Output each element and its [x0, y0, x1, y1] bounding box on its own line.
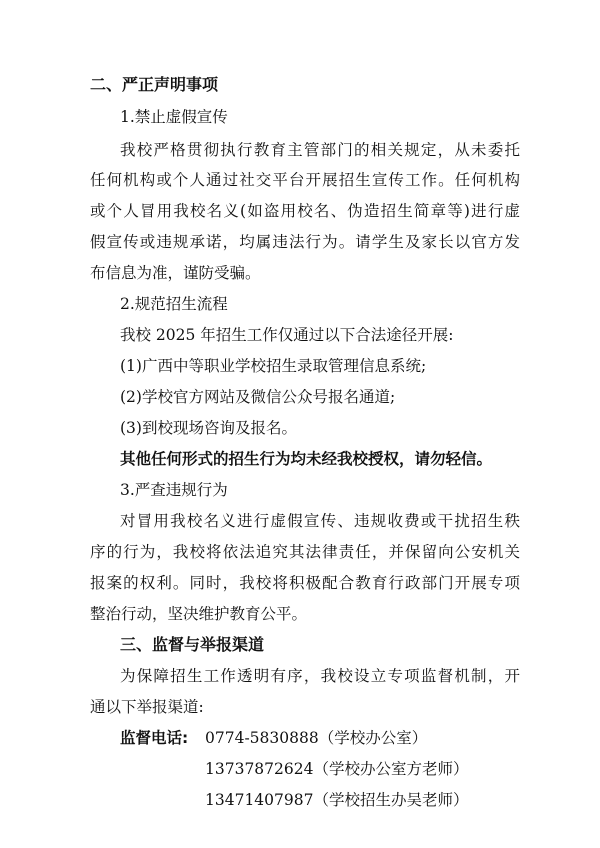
hotline-label: 监督电话: [120, 729, 189, 747]
hotline-1: 0774-5830888（学校办公室） [205, 729, 428, 747]
item-3-line-2: 序的行为，我校将依法追究其法律责任，并保留向公安机关 [90, 543, 520, 561]
item-1-line-3: 或个人冒用我校名义(如盗用校名、伪造招生简章等)进行虚 [90, 202, 520, 220]
item-3-title: 3.严查违规行为 [120, 481, 228, 499]
section-3-heading: 三、监督与举报渠道 [120, 635, 265, 654]
channel-2: (2)学校官方网站及微信公众号报名通道; [120, 388, 396, 406]
section-3-line-1: 为保障招生工作透明有序，我校设立专项监督机制，开 [120, 667, 520, 685]
warning-text: 其他任何形式的招生行为均未经我校授权，请勿轻信。 [120, 450, 493, 468]
channel-1: (1)广西中等职业学校招生录取管理信息系统; [120, 357, 427, 375]
section-2-heading: 二、严正声明事项 [90, 75, 219, 94]
hotline-3: 13471407987（学校招生办吴老师） [205, 791, 469, 809]
item-2-intro: 我校 2025 年招生工作仅通过以下合法途径开展: [120, 326, 454, 344]
item-1-line-2: 任何机构或个人通过社交平台开展招生宣传工作。任何机构 [90, 171, 520, 189]
item-3-line-3: 报案的权利。同时，我校将积极配合教育行政部门开展专项 [90, 574, 520, 592]
item-3-line-1: 对冒用我校名义进行虚假宣传、违规收费或干扰招生秩 [120, 512, 520, 530]
item-3-line-4: 整治行动，坚决维护教育公平。 [90, 605, 308, 623]
channel-3: (3)到校现场咨询及报名。 [120, 419, 297, 437]
item-2-title: 2.规范招生流程 [120, 295, 228, 313]
hotline-2: 13737872624（学校办公室方老师） [205, 760, 469, 778]
item-1-title: 1.禁止虚假宣传 [120, 108, 228, 126]
item-1-line-1: 我校严格贯彻执行教育主管部门的相关规定，从未委托 [120, 141, 520, 159]
item-1-line-5: 布信息为准，谨防受骗。 [90, 264, 261, 282]
item-1-line-4: 假宣传或违规承诺，均属违法行为。请学生及家长以官方发 [90, 233, 520, 251]
section-3-line-2: 通以下举报渠道: [90, 698, 204, 716]
